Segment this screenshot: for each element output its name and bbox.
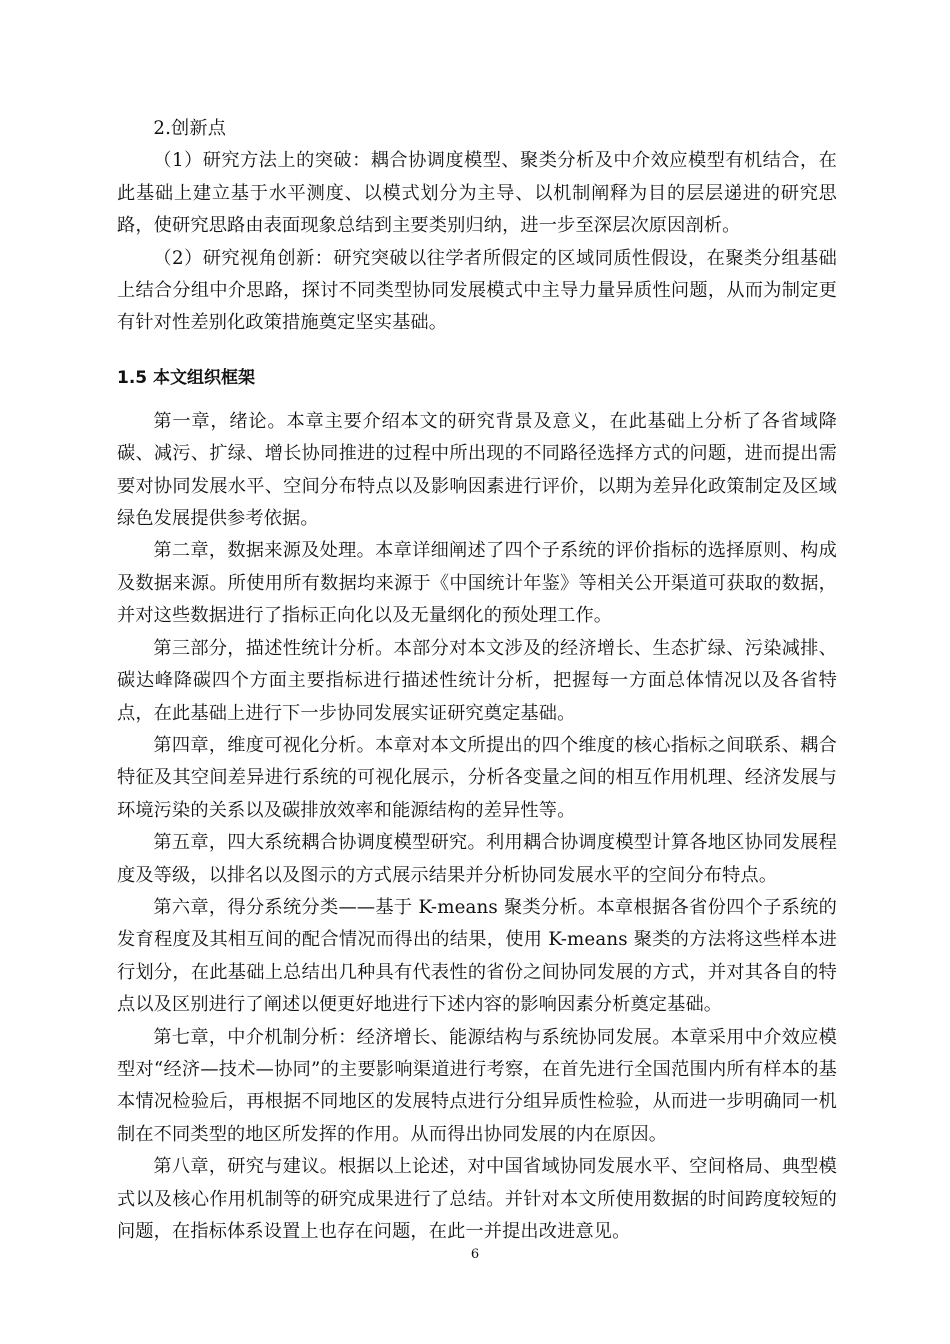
chapter-2-paragraph: 第二章，数据来源及处理。本章详细阐述了四个子系统的评价指标的选择原则、构成及数据来源。所使用所有数据均来源于《中国统计年鉴》等相关公开渠道可获取的数据，并对这些数据进行了指标正向化以及无量纲化的预处理工作。 (117, 540, 837, 627)
chapter-4-paragraph: 第四章，维度可视化分析。本章对本文所提出的四个维度的核心指标之间联系、耦合特征及其空间差异进行系统的可视化展示，分析各变量之间的相互作用机理、经济发展与环境污染的关系以及碳排放效率和能源结构的差异性等。 (117, 734, 837, 821)
section-title: 1.5 本文组织框架 (117, 367, 256, 388)
chapter-6-paragraph: 第六章，得分系统分类——基于 K-means 聚类分析。本章根据各省份四个子系统的发育程度及其相互间的配合情况而得出的结果，使用 K-means 聚类的方法将这些样本进行划分，在此基础上总结出几种具有代表性的省份之间协同发展的方式，并对其各自的特点以及区别进行了阐述以便更好地进行下述内容的影响因素分析奠定基础。 (117, 896, 837, 1016)
chapter-8-paragraph: 第八章，研究与建议。根据以上论述，对中国省域协同发展水平、空间格局、典型模式以及核心作用机制等的研究成果进行了总结。并针对本文所使用数据的时间跨度较短的问题，在指标体系设置上也存在问题，在此一并提出改进意见。 (117, 1156, 837, 1242)
innovation-heading: 2.创新点 (153, 118, 227, 139)
page-number: 6 (470, 1247, 480, 1262)
innovation-point-1: （1）研究方法上的突破：耦合协调度模型、聚类分析及中介效应模型有机结合，在此基础上建立基于水平测度、以模式划分为主导、以机制阐释为目的层层递进的研究思路，使研究思路由表面现象总结到主要类别归纳，进一步至深层次原因剖析。 (117, 150, 837, 237)
page-body (117, 113, 837, 1248)
chapter-3-paragraph: 第三部分，描述性统计分析。本部分对本文涉及的经济增长、生态扩绿、污染减排、碳达峰降碳四个方面主要指标进行描述性统计分析，把握每一方面总体情况以及各省特点，在此基础上进行下一步协同发展实证研究奠定基础。 (117, 637, 837, 724)
chapter-7-paragraph: 第七章，中介机制分析：经济增长、能源结构与系统协同发展。本章采用中介效应模型对“经济—技术—协同”的主要影响渠道进行考察，在首先进行全国范围内所有样本的基本情况检验后，再根据不同地区的发展特点进行分组异质性检验，从而进一步明确同一机制在不同类型的地区所发挥的作用。从而得出协同发展的内在原因。 (117, 1026, 837, 1145)
chapter-5-paragraph: 第五章，四大系统耦合协调度模型研究。利用耦合协调度模型计算各地区协同发展程度及等级，以排名以及图示的方式展示结果并分析协同发展水平的空间分布特点。 (117, 832, 837, 886)
innovation-point-2: （2）研究视角创新：研究突破以往学者所假定的区域同质性假设，在聚类分组基础上结合分组中介思路，探讨不同类型协同发展模式中主导力量异质性问题，从而为制定更有针对性差别化政策措施奠定坚实基础。 (117, 247, 837, 334)
chapter-1-paragraph: 第一章，绪论。本章主要介绍本文的研究背景及意义，在此基础上分析了各省域降碳、减污、扩绿、增长协同推进的过程中所出现的不同路径选择方式的问题，进而提出需要对协同发展水平、空间分布特点以及影响因素进行评价，以期为差异化政策制定及区域绿色发展提供参考依据。 (117, 410, 837, 530)
